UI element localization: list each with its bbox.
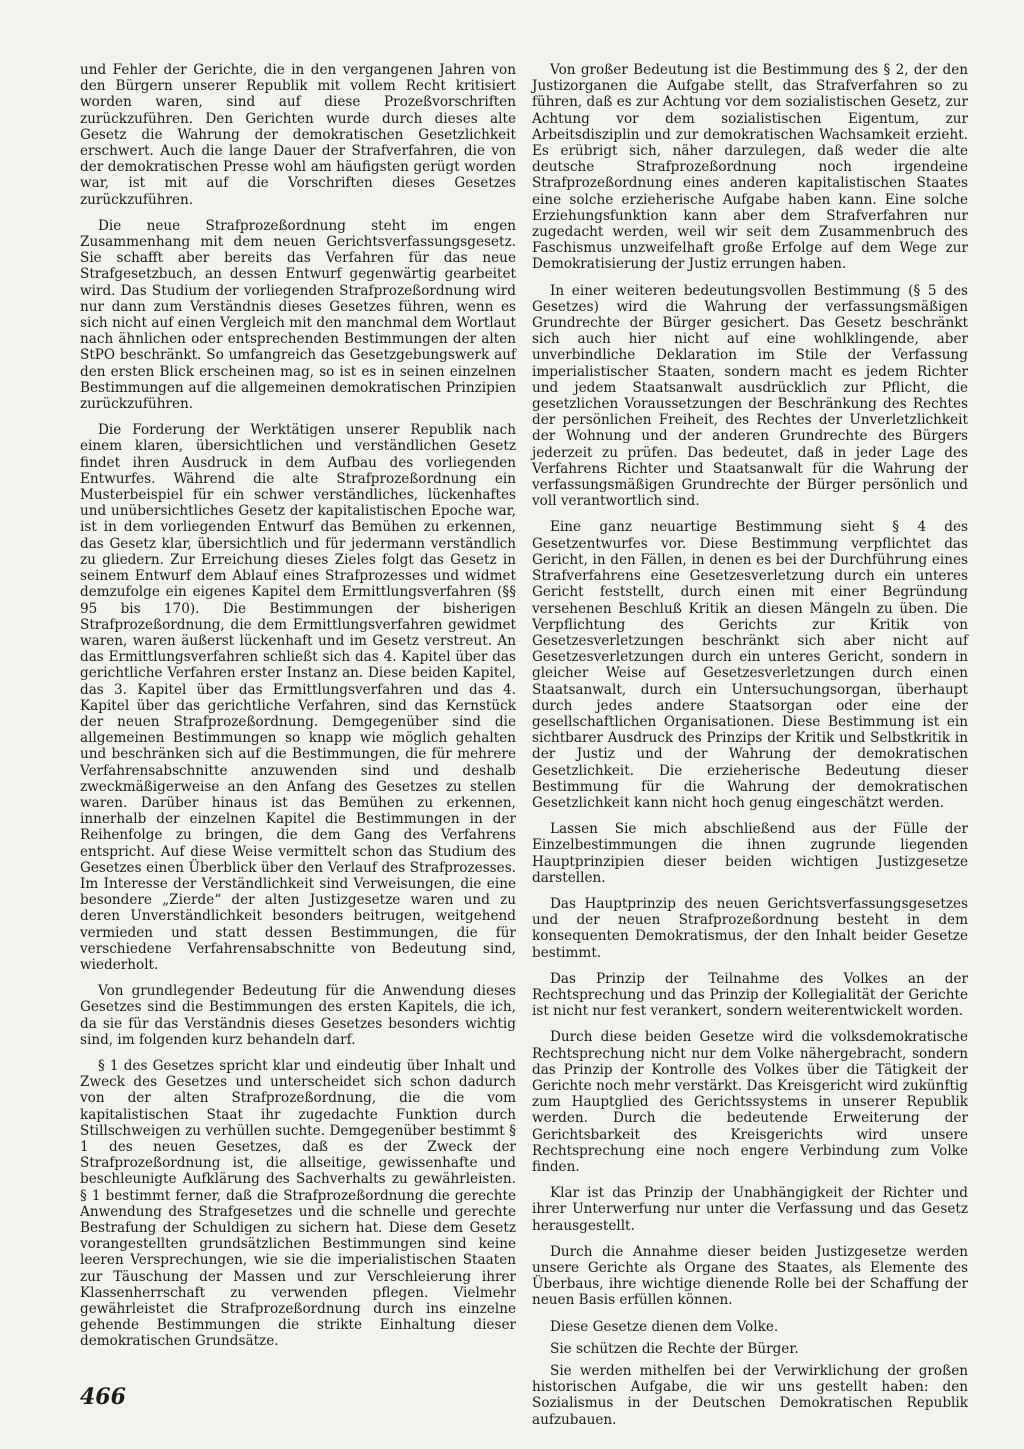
paragraph: In einer weiteren bedeutungsvollen Bestimmung (§ 5 des Gesetzes) wird die Wahrung der verfassungsmäßigen Grundrechte der Bürger gesichert. Das Gesetz beschränkt sich auch hier nicht auf eine wohlklingende, aber unverbindliche Deklaration im Stile der Verfassung imperialistischer Staaten, sondern macht es jedem Richter und jedem Staatsanwalt ausdrücklich zur Pflicht, die gesetzlichen Voraussetzungen der Beschränkung des Rechtes der persönlichen Freiheit, des Rechtes der Unverletzlichkeit der Wohnung und der anderen Grundrechte des Bürgers jederzeit zu prüfen. Das bedeutet, daß in jeder Lage des Verfahrens Richter und Staatsanwalt für die Wahrung der verfassungsmäßigen Grundrechte der Bürger persönlich und voll verantwortlich sind. [532,282,968,510]
paragraph: Von großer Bedeutung ist die Bestimmung des § 2, der den Justizorganen die Aufgabe stellt, das Strafverfahren so zu führen, daß es zur Achtung vor dem sozialistischen Gesetz, zur Achtung vor dem sozialistischen Eigentum, zur Arbeitsdisziplin und zur demokratischen Wachsamkeit erzieht. Es erübrigt sich, näher darzulegen, daß weder die alte deutsche Strafprozeßordnung noch irgendeine Strafprozeßordnung eines anderen kapitalistischen Staates eine solche erzieherische Aufgabe haben kann. Eine solche Erziehungsfunktion kann aber dem Strafverfahren nur zugedacht werden, weil wir seit dem Zusammenbruch des Faschismus unzweifelhaft große Erfolge auf dem Wege zur Demokratisierung der Justiz errungen haben. [532,62,968,273]
paragraph: und Fehler der Gerichte, die in den vergangenen Jahren von den Bürgern unserer Republik mit vollem Recht kritisiert worden waren, sind auf diese Prozeßvorschriften zurückzuführen. Den Gerichten wurde durch dieses alte Gesetz die Wahrung der demokratischen Gesetzlichkeit erschwert. Auch die lange Dauer der Strafverfahren, die von der demokratischen Presse wohl am häufigsten gerügt worden war, ist mit auf die Vorschriften dieses Gesetzes zurückzuführen. [80,62,516,208]
paragraph: Die Forderung der Werktätigen unserer Republik nach einem klaren, übersichtlichen und verständlichen Gesetz findet ihren Ausdruck in dem Aufbau des vorliegenden Entwurfes. Während die alte Strafprozeßordnung ein Musterbeispiel für ein schwer verständliches, lückenhaftes und unübersichtliches Gesetz der kapitalistischen Epoche war, ist in dem vorliegenden Entwurf das Bemühen zu erkennen, das Gesetz klar, übersichtlich und für jedermann verständlich zu gliedern. Zur Erreichung dieses Zieles folgt das Gesetz in seinem Entwurf dem Ablauf eines Strafprozesses und widmet demzufolge ein eigenes Kapitel dem Ermittlungsverfahren (§§ 95 bis 170). Die Bestimmungen der bisherigen Strafprozeßordnung, die dem Ermittlungsverfahren gewidmet waren, waren äußerst lückenhaft und im Gesetz verstreut. An das Ermittlungsverfahren schließt sich das 4. Kapitel über das gerichtliche Verfahren erster Instanz an. Diese beiden Kapitel, das 3. Kapitel über das Ermittlungsverfahren und das 4. Kapitel über das gerichtliche Verfahren, sind das Kernstück der neuen Strafprozeßordnung. Demgegenüber sind die allgemeinen Bestimmungen so knapp wie möglich gehalten und beschränken sich auf die Bestimmungen, die für mehrere Verfahrensabschnitte anzuwenden sind und deshalb zweckmäßigerweise an den Anfang des Gesetzes zu stellen waren. Darüber hinaus ist das Bemühen zu erkennen, innerhalb der einzelnen Kapitel die Bestimmungen in der Reihenfolge zu bringen, die dem Gang des Verfahrens entspricht. Auf diese Weise vermittelt schon das Studium des Gesetzes einen Überblick über den Verlauf des Strafprozesses. Im Interesse der Verständlichkeit sind Verweisungen, die eine besondere „Zierde“ der alten Justizgesetze waren und zu deren Unverständlichkeit besonders beitrugen, weitgehend vermieden und statt dessen Bestimmungen, die für verschiedene Verfahrensabschnitte von Bedeutung sind, wiederholt. [80,422,516,973]
right-column [532,62,968,1438]
paragraph: Eine ganz neuartige Bestimmung sieht § 4 des Gesetzentwurfes vor. Diese Bestimmung verpflichtet das Gericht, in den Fällen, in denen es bei der Durchführung eines Strafverfahrens eine Gesetzesverletzung durch ein unteres Gericht feststellt, durch einen mit einer Begründung versehenen Beschluß Kritik an diesen Mängeln zu üben. Die Verpflichtung des Gerichts zur Kritik von Gesetzesverletzungen beschränkt sich aber nicht auf Gesetzesverletzungen durch ein unteres Gericht, sondern in gleicher Weise auf Gesetzesverletzungen durch einen Staatsanwalt, durch ein Untersuchungsorgan, überhaupt durch jedes andere Staatsorgan oder eine der gesellschaftlichen Organisationen. Diese Bestimmung ist ein sichtbarer Ausdruck des Prinzips der Kritik und Selbstkritik in der Justiz und der Wahrung der demokratischen Gesetzlichkeit. Die erzieherische Bedeutung dieser Bestimmung für die Wahrung der demokratischen Gesetzlichkeit kann nicht hoch genug eingeschätzt werden. [532,519,968,811]
paragraph: Das Prinzip der Teilnahme des Volkes an der Rechtsprechung und das Prinzip der Kollegialität der Gerichte ist nicht nur fest verankert, sondern weiterentwickelt worden. [532,970,968,1020]
paragraph: Lassen Sie mich abschließend aus der Fülle der Einzelbestimmungen die ihnen zugrunde liegenden Hauptprinzipien dieser beiden wichtigen Justizgesetze darstellen. [532,821,968,886]
paragraph: Von grundlegender Bedeutung für die Anwendung dieses Gesetzes sind die Bestimmungen des ersten Kapitels, die ich, da sie für das Verständnis dieses Gesetzes besonders wichtig sind, im folgenden kurz behandeln darf. [80,983,516,1048]
paragraph: Sie schützen die Rechte der Bürger. [550,1340,799,1357]
paragraph: Durch diese beiden Gesetze wird die volksdemokratische Rechtsprechung nicht nur dem Volke nähergebracht, sondern das Prinzip der Kontrolle des Volkes über die Tätigkeit der Gerichte noch mehr verstärkt. Das Kreisgericht wird zukünftig zum Hauptglied des Gerichtssystems in unserer Republik werden. Durch die bedeutende Erweiterung der Gerichtsbarkeit des Kreisgerichts wird unsere Rechtsprechung eine noch engere Verbindung zum Volke finden. [532,1029,968,1175]
paragraph: Durch die Annahme dieser beiden Justizgesetze werden unsere Gerichte als Organe des Staates, als Elemente des Überbaus, ihre wichtige dienende Rolle bei der Schaffung der neuen Basis erfüllen können. [532,1243,968,1309]
paragraph: Diese Gesetze dienen dem Volke. [550,1318,779,1335]
left-column [80,62,516,1360]
paragraph: § 1 des Gesetzes spricht klar und eindeutig über Inhalt und Zweck des Gesetzes und unterscheidet sich schon dadurch von der alten Strafprozeßordnung, die die vom kapitalistischen Staat ihr zugedachte Funktion durch Stillschweigen zu verhüllen suchte. Demgegenüber bestimmt § 1 des neuen Gesetzes, daß es der Zweck der Strafprozeßordnung ist, die allseitige, gewissenhafte und beschleunigte Aufklärung des Sachverhalts zu gewährleisten. § 1 bestimmt ferner, daß die Strafprozeßordnung die gerechte Anwendung des Strafgesetzes und die schnelle und gerechte Bestrafung der Schuldigen zu sichern hat. Diese dem Gesetz vorangestellten grundsätzlichen Bestimmungen sind keine leeren Versprechungen, wie sie die imperialistischen Staaten zur Täuschung der Massen und zur Verschleierung ihrer Klassenherrschaft zu verwenden pflegen. Vielmehr gewährleistet die Strafprozeßordnung durch ins einzelne gehende Bestimmungen die strikte Einhaltung dieser demokratischen Grundsätze. [80,1057,516,1350]
paragraph: Sie werden mithelfen bei der Verwirklichung der großen historischen Aufgabe, die wir uns gestellt haben: den Sozialismus in der Deutschen Demokratischen Republik aufzubauen. [532,1363,968,1428]
paragraph: Die neue Strafprozeßordnung steht im engen Zusammenhang mit dem neuen Gerichtsverfassungsgesetz. Sie schafft aber bereits das Verfahren für das neue Strafgesetzbuch, an dessen Entwurf gegenwärtig gearbeitet wird. Das Studium der vorliegenden Strafprozeßordnung wird nur dann zum Verständnis dieses Gesetzes führen, wenn es sich nicht auf einen Vergleich mit den manchmal dem Wortlaut nach ähnlichen oder entsprechenden Bestimmungen der alten StPO beschränkt. So umfangreich das Gesetzgebungswerk auf den ersten Blick erscheinen mag, so ist es in seinen einzelnen Bestimmungen auf die allgemeinen demokratischen Prinzipien zurückzuführen. [80,217,516,413]
page-number: 466 [80,1384,126,1410]
paragraph: Das Hauptprinzip des neuen Gerichtsverfassungsgesetzes und der neuen Strafprozeßordnung besteht in dem konsequenten Demokratismus, der den Inhalt beider Gesetze bestimmt. [532,895,968,961]
paragraph: Klar ist das Prinzip der Unabhängigkeit der Richter und ihrer Unterwerfung nur unter die Verfassung und das Gesetz herausgestellt. [532,1185,968,1234]
